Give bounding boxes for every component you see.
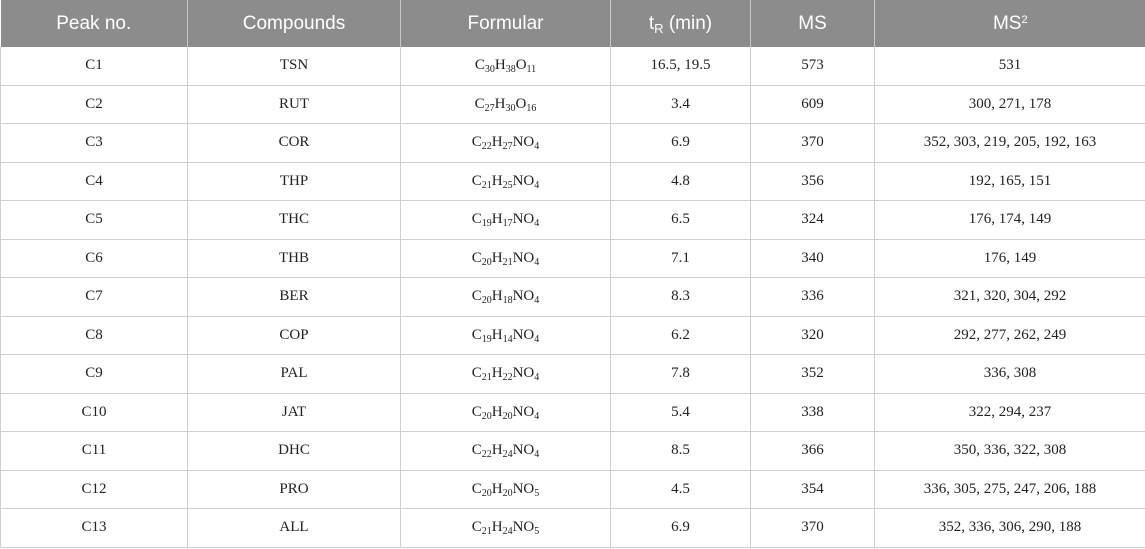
formula-element: NO — [512, 249, 535, 266]
formula-subscript: 21 — [481, 372, 492, 384]
formula-subscript: 20 — [481, 295, 492, 307]
cell-ms: 340 — [751, 239, 875, 278]
cell-formula — [401, 124, 611, 163]
cell-retention-time: 6.5 — [611, 201, 751, 240]
formula-subscript: 4 — [534, 410, 540, 422]
table-row — [1, 201, 1145, 240]
cell-ms: 352 — [751, 355, 875, 394]
formula-subscript: 30 — [484, 64, 495, 76]
formula-element: H — [491, 249, 503, 266]
formula-subscript: 22 — [502, 372, 513, 384]
cell-peak-no: C5 — [1, 201, 188, 240]
header-ms2 — [875, 0, 1145, 47]
cell-peak-no: C11 — [1, 432, 188, 471]
cell-compound: TSN — [188, 47, 401, 85]
formula-element: NO — [512, 442, 535, 459]
cell-formula — [401, 201, 611, 240]
header-tr-unit: (min) — [663, 12, 713, 34]
cell-ms2: 336, 305, 275, 247, 206, 188 — [875, 470, 1145, 509]
cell-compound: DHC — [188, 432, 401, 471]
cell-ms: 338 — [751, 393, 875, 432]
formula-subscript: 21 — [502, 256, 513, 268]
cell-ms: 354 — [751, 470, 875, 509]
formula-element: H — [491, 442, 503, 459]
formula-subscript: 4 — [534, 333, 540, 345]
formula-element: C — [471, 403, 482, 420]
formula-subscript: 38 — [505, 64, 516, 76]
header-peak-no: Peak no. — [1, 0, 188, 47]
cell-formula — [401, 85, 611, 124]
table-row — [1, 432, 1145, 471]
cell-formula — [401, 432, 611, 471]
cell-peak-no: C4 — [1, 162, 188, 201]
formula-subscript: 4 — [534, 218, 540, 230]
cell-compound: THP — [188, 162, 401, 201]
cell-ms2: 350, 336, 322, 308 — [875, 432, 1145, 471]
formula-subscript: 19 — [481, 333, 492, 345]
formula-element: NO — [512, 211, 535, 228]
formula-subscript: 4 — [534, 372, 540, 384]
cell-ms: 324 — [751, 201, 875, 240]
cell-formula — [401, 509, 611, 548]
cell-retention-time: 4.8 — [611, 162, 751, 201]
cell-ms2: 352, 336, 306, 290, 188 — [875, 509, 1145, 548]
formula-subscript: 18 — [502, 295, 513, 307]
formula-subscript: 22 — [481, 141, 492, 153]
formula-element: C — [471, 442, 482, 459]
formula-element: C — [471, 134, 482, 151]
table-row — [1, 85, 1145, 124]
formula-element: H — [491, 134, 503, 151]
cell-retention-time: 7.8 — [611, 355, 751, 394]
formula-subscript: 20 — [502, 410, 513, 422]
cell-retention-time: 4.5 — [611, 470, 751, 509]
formula-element: H — [491, 211, 503, 228]
cell-retention-time: 6.9 — [611, 124, 751, 163]
cell-retention-time: 8.3 — [611, 278, 751, 317]
formula-subscript: 20 — [481, 410, 492, 422]
formula-element: NO — [512, 519, 535, 536]
cell-ms: 366 — [751, 432, 875, 471]
cell-peak-no: C3 — [1, 124, 188, 163]
cell-compound: COR — [188, 124, 401, 163]
cell-formula — [401, 470, 611, 509]
cell-retention-time: 3.4 — [611, 85, 751, 124]
cell-ms2: 176, 174, 149 — [875, 201, 1145, 240]
cell-retention-time: 6.9 — [611, 509, 751, 548]
formula-element: H — [494, 57, 506, 74]
cell-compound: RUT — [188, 85, 401, 124]
cell-ms: 336 — [751, 278, 875, 317]
formula-subscript: 5 — [534, 526, 540, 538]
cell-retention-time: 7.1 — [611, 239, 751, 278]
cell-ms2: 321, 320, 304, 292 — [875, 278, 1145, 317]
formula-subscript: 4 — [534, 295, 540, 307]
cell-ms: 609 — [751, 85, 875, 124]
cell-ms2: 336, 308 — [875, 355, 1145, 394]
cell-formula — [401, 316, 611, 355]
cell-peak-no: C12 — [1, 470, 188, 509]
formula-element: H — [491, 480, 503, 497]
formula-element: C — [471, 365, 482, 382]
formula-subscript: 4 — [534, 141, 540, 153]
formula-element: C — [471, 519, 482, 536]
formula-element: H — [491, 365, 503, 382]
cell-retention-time: 8.5 — [611, 432, 751, 471]
header-ms2-base: MS — [992, 12, 1022, 34]
header-tr-base: t — [648, 12, 655, 34]
cell-peak-no: C10 — [1, 393, 188, 432]
cell-peak-no: C2 — [1, 85, 188, 124]
formula-element: C — [471, 480, 482, 497]
table-body — [1, 47, 1145, 547]
cell-ms: 573 — [751, 47, 875, 85]
formula-element: C — [474, 95, 485, 112]
formula-element: NO — [512, 403, 535, 420]
formula-subscript: 5 — [534, 487, 540, 499]
formula-subscript: 22 — [481, 449, 492, 461]
cell-ms: 320 — [751, 316, 875, 355]
cell-ms2: 352, 303, 219, 205, 192, 163 — [875, 124, 1145, 163]
cell-formula — [401, 162, 611, 201]
header-compounds: Compounds — [188, 0, 401, 47]
formula-element: H — [491, 519, 503, 536]
cell-peak-no: C8 — [1, 316, 188, 355]
cell-peak-no: C7 — [1, 278, 188, 317]
formula-element: NO — [512, 172, 535, 189]
cell-ms2: 300, 271, 178 — [875, 85, 1145, 124]
table-row — [1, 239, 1145, 278]
cell-ms2: 322, 294, 237 — [875, 393, 1145, 432]
formula-subscript: 30 — [505, 102, 516, 114]
cell-ms2: 176, 149 — [875, 239, 1145, 278]
formula-subscript: 27 — [484, 102, 495, 114]
cell-ms: 370 — [751, 509, 875, 548]
formula-element: C — [471, 172, 482, 189]
header-tr-sub: R — [654, 20, 664, 36]
cell-peak-no: C13 — [1, 509, 188, 548]
formula-element: C — [471, 249, 482, 266]
formula-element: H — [491, 288, 503, 305]
formula-element: C — [471, 211, 482, 228]
table-header — [1, 0, 1145, 47]
formula-element: H — [491, 326, 503, 343]
formula-element: O — [515, 95, 527, 112]
formula-subscript: 19 — [481, 218, 492, 230]
formula-subscript: 11 — [526, 64, 537, 76]
formula-subscript: 4 — [534, 256, 540, 268]
formula-element: NO — [512, 480, 535, 497]
formula-subscript: 14 — [502, 333, 513, 345]
cell-peak-no: C6 — [1, 239, 188, 278]
formula-subscript: 17 — [502, 218, 513, 230]
cell-formula — [401, 239, 611, 278]
cell-compound: COP — [188, 316, 401, 355]
cell-formula — [401, 355, 611, 394]
cell-ms2: 531 — [875, 47, 1145, 85]
cell-peak-no: C9 — [1, 355, 188, 394]
table-row — [1, 124, 1145, 163]
table-row — [1, 509, 1145, 548]
table-row — [1, 393, 1145, 432]
cell-compound: JAT — [188, 393, 401, 432]
formula-element: C — [471, 288, 482, 305]
formula-subscript: 25 — [502, 179, 513, 191]
table-row — [1, 162, 1145, 201]
cell-formula — [401, 278, 611, 317]
formula-element: O — [515, 57, 527, 74]
formula-subscript: 20 — [502, 487, 513, 499]
cell-compound: THB — [188, 239, 401, 278]
cell-compound: PAL — [188, 355, 401, 394]
table-row — [1, 355, 1145, 394]
formula-element: H — [491, 172, 503, 189]
header-retention-time — [611, 0, 751, 47]
cell-compound: ALL — [188, 509, 401, 548]
cell-ms2: 292, 277, 262, 249 — [875, 316, 1145, 355]
cell-ms: 370 — [751, 124, 875, 163]
table-row — [1, 47, 1145, 85]
cell-ms: 356 — [751, 162, 875, 201]
formula-subscript: 21 — [481, 526, 492, 538]
cell-compound: BER — [188, 278, 401, 317]
formula-element: H — [494, 95, 506, 112]
formula-subscript: 20 — [481, 256, 492, 268]
formula-element: H — [491, 403, 503, 420]
table-row — [1, 278, 1145, 317]
header-ms2-sup: 2 — [1021, 13, 1028, 26]
table-row — [1, 470, 1145, 509]
formula-element: NO — [512, 288, 535, 305]
header-ms: MS — [751, 0, 875, 47]
cell-retention-time: 6.2 — [611, 316, 751, 355]
formula-subscript: 20 — [481, 487, 492, 499]
formula-subscript: 21 — [481, 179, 492, 191]
formula-subscript: 27 — [502, 141, 513, 153]
formula-subscript: 4 — [534, 449, 540, 461]
cell-peak-no: C1 — [1, 47, 188, 85]
cell-formula — [401, 47, 611, 85]
cell-compound: THC — [188, 201, 401, 240]
table-row — [1, 316, 1145, 355]
formula-element: NO — [512, 134, 535, 151]
cell-formula — [401, 393, 611, 432]
formula-subscript: 16 — [526, 102, 537, 114]
cell-retention-time: 5.4 — [611, 393, 751, 432]
cell-retention-time: 16.5, 19.5 — [611, 47, 751, 85]
cell-ms2: 192, 165, 151 — [875, 162, 1145, 201]
formula-element: C — [471, 326, 482, 343]
formula-element: NO — [512, 326, 535, 343]
formula-subscript: 24 — [502, 449, 513, 461]
formula-subscript: 4 — [534, 179, 540, 191]
header-row — [1, 0, 1145, 47]
formula-subscript: 24 — [502, 526, 513, 538]
formula-element: NO — [512, 365, 535, 382]
header-formular: Formular — [401, 0, 611, 47]
cell-compound: PRO — [188, 470, 401, 509]
formula-element: C — [474, 57, 485, 74]
